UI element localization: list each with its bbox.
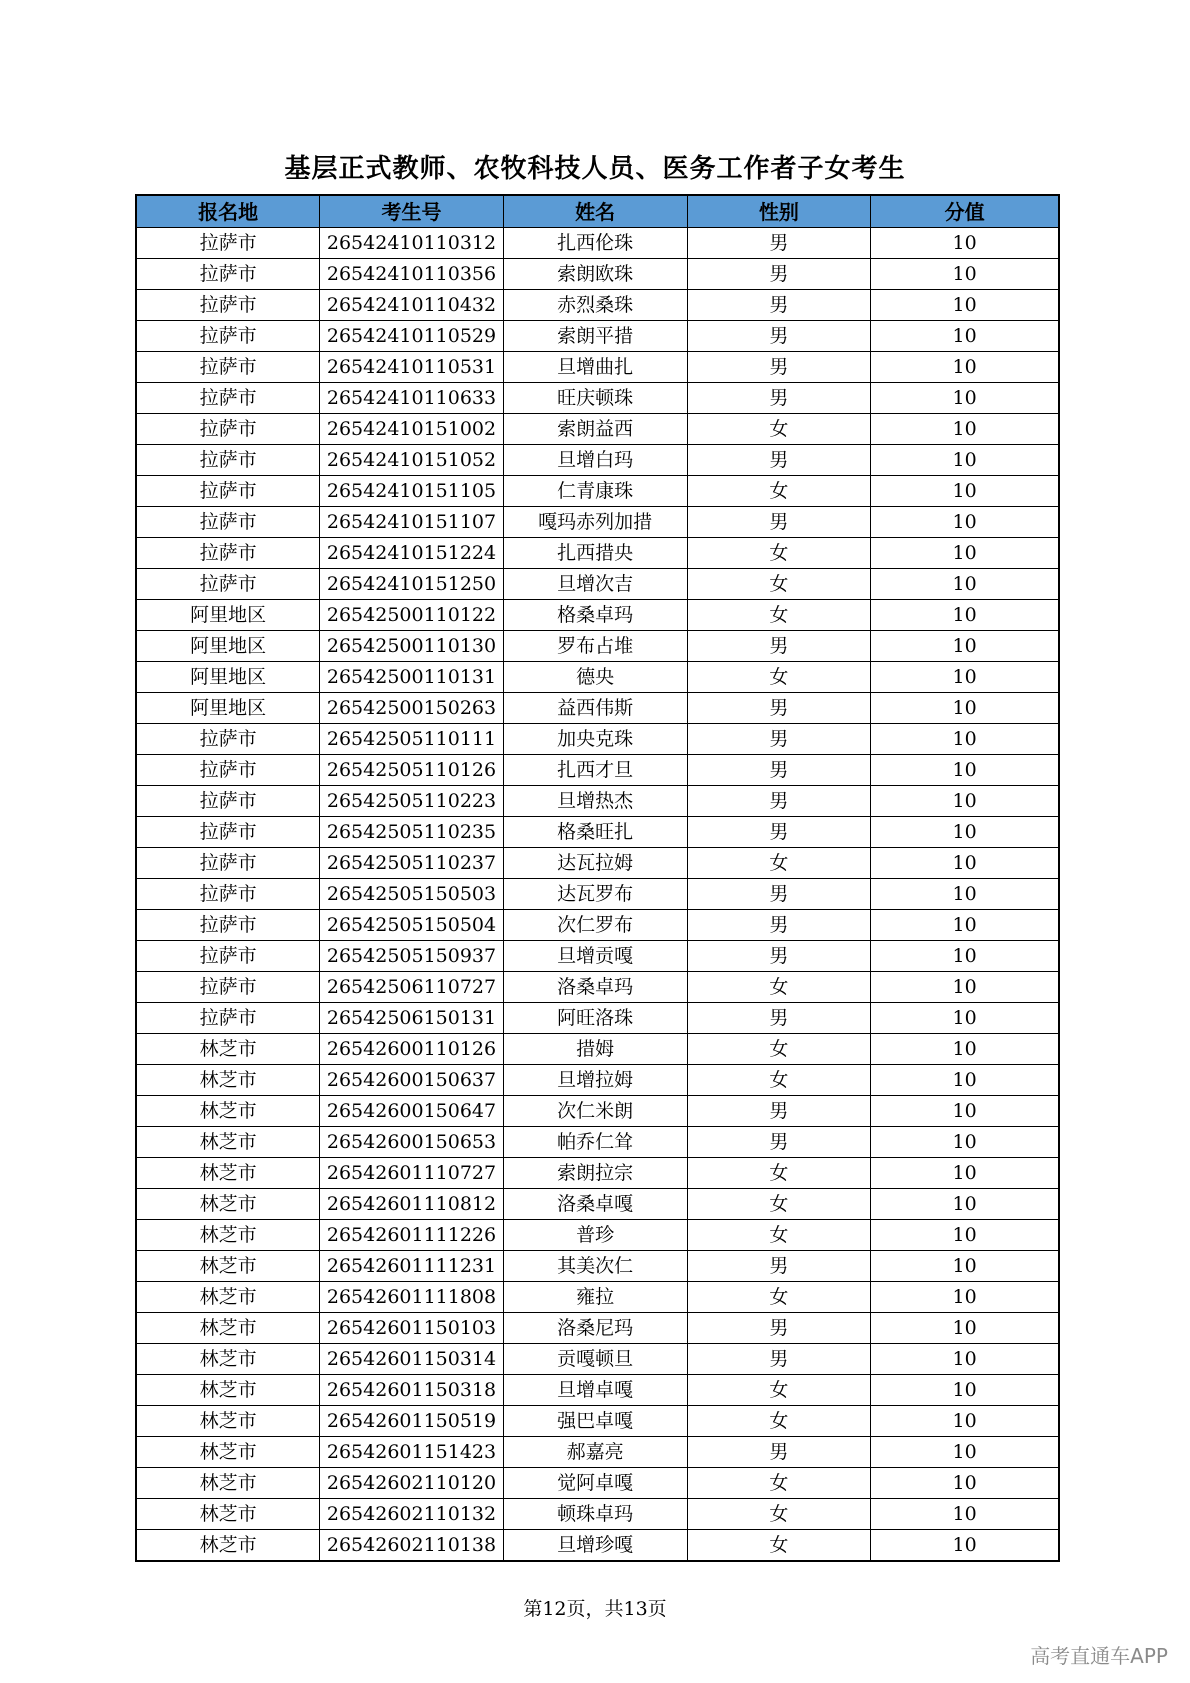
cell-region: 林芝市: [136, 1127, 320, 1158]
cell-score: 10: [871, 910, 1059, 941]
cell-region: 拉萨市: [136, 786, 320, 817]
table-row: [136, 414, 1059, 445]
cell-exam-number: 26542500110131: [320, 662, 504, 693]
cell-gender: 男: [687, 879, 871, 910]
table-row: [136, 755, 1059, 786]
cell-name: 次仁米朗: [503, 1096, 687, 1127]
table-row: [136, 786, 1059, 817]
cell-gender: 女: [687, 600, 871, 631]
cell-gender: 男: [687, 817, 871, 848]
cell-region: 拉萨市: [136, 476, 320, 507]
cell-region: 林芝市: [136, 1375, 320, 1406]
cell-exam-number: 26542600150653: [320, 1127, 504, 1158]
page-number: 第12页，共13页: [523, 1598, 667, 1620]
cell-region: 阿里地区: [136, 631, 320, 662]
cell-exam-number: 26542410110633: [320, 383, 504, 414]
cell-gender: 女: [687, 1406, 871, 1437]
candidate-table: [135, 194, 1060, 1562]
cell-score: 10: [871, 786, 1059, 817]
cell-name: 旦增贡嘎: [503, 941, 687, 972]
cell-exam-number: 26542505150504: [320, 910, 504, 941]
table-row: [136, 910, 1059, 941]
cell-name: 郝嘉亮: [503, 1437, 687, 1468]
cell-exam-number: 26542500110122: [320, 600, 504, 631]
cell-region: 林芝市: [136, 1034, 320, 1065]
table-row: [136, 1065, 1059, 1096]
cell-score: 10: [871, 1003, 1059, 1034]
table-row: [136, 1344, 1059, 1375]
cell-region: 拉萨市: [136, 383, 320, 414]
cell-score: 10: [871, 817, 1059, 848]
cell-score: 10: [871, 755, 1059, 786]
cell-region: 拉萨市: [136, 414, 320, 445]
cell-name: 次仁罗布: [503, 910, 687, 941]
table-row: [136, 1282, 1059, 1313]
cell-exam-number: 26542505110237: [320, 848, 504, 879]
table-row: [136, 879, 1059, 910]
table-row: [136, 848, 1059, 879]
cell-name: 索朗拉宗: [503, 1158, 687, 1189]
cell-exam-number: 26542506150131: [320, 1003, 504, 1034]
cell-score: 10: [871, 476, 1059, 507]
table-row: [136, 1220, 1059, 1251]
table-row: [136, 383, 1059, 414]
cell-gender: 男: [687, 631, 871, 662]
cell-name: 赤烈桑珠: [503, 290, 687, 321]
cell-gender: 女: [687, 848, 871, 879]
cell-region: 林芝市: [136, 1282, 320, 1313]
column-header-score: 分值: [871, 195, 1059, 228]
cell-name: 格桑旺扎: [503, 817, 687, 848]
cell-exam-number: 26542505110223: [320, 786, 504, 817]
cell-exam-number: 26542505150503: [320, 879, 504, 910]
cell-score: 10: [871, 445, 1059, 476]
cell-region: 拉萨市: [136, 1003, 320, 1034]
cell-gender: 女: [687, 476, 871, 507]
cell-region: 拉萨市: [136, 259, 320, 290]
cell-exam-number: 26542410110529: [320, 321, 504, 352]
table-row: [136, 569, 1059, 600]
table-row: [136, 507, 1059, 538]
cell-score: 10: [871, 1530, 1059, 1562]
cell-exam-number: 26542410110432: [320, 290, 504, 321]
cell-region: 林芝市: [136, 1468, 320, 1499]
cell-gender: 男: [687, 755, 871, 786]
cell-score: 10: [871, 352, 1059, 383]
cell-region: 林芝市: [136, 1344, 320, 1375]
cell-name: 雍拉: [503, 1282, 687, 1313]
column-header-gender: 性别: [687, 195, 871, 228]
cell-score: 10: [871, 662, 1059, 693]
cell-exam-number: 26542601150103: [320, 1313, 504, 1344]
cell-exam-number: 26542505150937: [320, 941, 504, 972]
cell-region: 拉萨市: [136, 228, 320, 259]
cell-region: 拉萨市: [136, 941, 320, 972]
cell-region: 林芝市: [136, 1251, 320, 1282]
cell-gender: 女: [687, 538, 871, 569]
cell-region: 林芝市: [136, 1313, 320, 1344]
cell-gender: 女: [687, 1034, 871, 1065]
table-row: [136, 259, 1059, 290]
table-row: [136, 538, 1059, 569]
cell-name: 旦增白玛: [503, 445, 687, 476]
column-header-exam-number: 考生号: [320, 195, 504, 228]
cell-exam-number: 26542601111226: [320, 1220, 504, 1251]
table-row: [136, 1189, 1059, 1220]
cell-name: 嘎玛赤列加措: [503, 507, 687, 538]
cell-score: 10: [871, 1220, 1059, 1251]
table-row: [136, 941, 1059, 972]
cell-name: 索朗平措: [503, 321, 687, 352]
cell-gender: 女: [687, 1375, 871, 1406]
cell-region: 拉萨市: [136, 755, 320, 786]
cell-gender: 男: [687, 383, 871, 414]
table-row: [136, 445, 1059, 476]
cell-region: 拉萨市: [136, 972, 320, 1003]
cell-region: 拉萨市: [136, 848, 320, 879]
column-header-name: 姓名: [503, 195, 687, 228]
cell-score: 10: [871, 507, 1059, 538]
cell-name: 索朗欧珠: [503, 259, 687, 290]
cell-score: 10: [871, 538, 1059, 569]
cell-score: 10: [871, 1065, 1059, 1096]
cell-gender: 女: [687, 1530, 871, 1562]
cell-score: 10: [871, 1406, 1059, 1437]
cell-region: 阿里地区: [136, 600, 320, 631]
table-row: [136, 1251, 1059, 1282]
cell-score: 10: [871, 569, 1059, 600]
cell-region: 拉萨市: [136, 507, 320, 538]
cell-region: 林芝市: [136, 1065, 320, 1096]
cell-exam-number: 26542410151250: [320, 569, 504, 600]
cell-gender: 男: [687, 507, 871, 538]
cell-name: 觉阿卓嘎: [503, 1468, 687, 1499]
cell-exam-number: 26542410151052: [320, 445, 504, 476]
table-row: [136, 1096, 1059, 1127]
table-row: [136, 1158, 1059, 1189]
cell-name: 旦增曲扎: [503, 352, 687, 383]
cell-name: 旦增次吉: [503, 569, 687, 600]
table-row: [136, 724, 1059, 755]
cell-exam-number: 26542601150314: [320, 1344, 504, 1375]
table-row: [136, 1313, 1059, 1344]
cell-gender: 男: [687, 259, 871, 290]
table-row: [136, 1375, 1059, 1406]
cell-score: 10: [871, 1282, 1059, 1313]
cell-gender: 女: [687, 972, 871, 1003]
cell-exam-number: 26542601111808: [320, 1282, 504, 1313]
cell-name: 洛桑卓嘎: [503, 1189, 687, 1220]
table-row: [136, 1034, 1059, 1065]
cell-score: 10: [871, 290, 1059, 321]
cell-region: 拉萨市: [136, 290, 320, 321]
cell-exam-number: 26542602110138: [320, 1530, 504, 1562]
cell-gender: 男: [687, 445, 871, 476]
table-row: [136, 1499, 1059, 1530]
cell-name: 其美次仁: [503, 1251, 687, 1282]
cell-exam-number: 26542410151224: [320, 538, 504, 569]
cell-name: 索朗益西: [503, 414, 687, 445]
cell-region: 林芝市: [136, 1189, 320, 1220]
table-row: [136, 1127, 1059, 1158]
cell-name: 扎西伦珠: [503, 228, 687, 259]
cell-score: 10: [871, 631, 1059, 662]
cell-gender: 男: [687, 1344, 871, 1375]
cell-gender: 女: [687, 1158, 871, 1189]
cell-gender: 男: [687, 786, 871, 817]
cell-gender: 男: [687, 1096, 871, 1127]
cell-gender: 男: [687, 910, 871, 941]
cell-exam-number: 26542410151002: [320, 414, 504, 445]
cell-region: 林芝市: [136, 1499, 320, 1530]
table-row: [136, 1437, 1059, 1468]
table-row: [136, 600, 1059, 631]
cell-region: 林芝市: [136, 1220, 320, 1251]
cell-score: 10: [871, 848, 1059, 879]
cell-gender: 女: [687, 1065, 871, 1096]
cell-region: 林芝市: [136, 1406, 320, 1437]
cell-score: 10: [871, 1034, 1059, 1065]
cell-score: 10: [871, 941, 1059, 972]
cell-gender: 男: [687, 1127, 871, 1158]
cell-name: 普珍: [503, 1220, 687, 1251]
cell-gender: 男: [687, 290, 871, 321]
cell-exam-number: 26542600110126: [320, 1034, 504, 1065]
cell-gender: 女: [687, 1189, 871, 1220]
cell-gender: 男: [687, 352, 871, 383]
cell-gender: 女: [687, 1468, 871, 1499]
cell-exam-number: 26542601110727: [320, 1158, 504, 1189]
cell-gender: 女: [687, 1282, 871, 1313]
cell-score: 10: [871, 259, 1059, 290]
cell-score: 10: [871, 414, 1059, 445]
cell-exam-number: 26542410110531: [320, 352, 504, 383]
cell-score: 10: [871, 600, 1059, 631]
cell-exam-number: 26542601150519: [320, 1406, 504, 1437]
cell-name: 旦增珍嘎: [503, 1530, 687, 1562]
cell-gender: 男: [687, 321, 871, 352]
watermark-text: 高考直通车APP: [1030, 1644, 1168, 1668]
cell-name: 加央克珠: [503, 724, 687, 755]
cell-exam-number: 26542505110111: [320, 724, 504, 755]
cell-name: 扎西才旦: [503, 755, 687, 786]
cell-name: 达瓦罗布: [503, 879, 687, 910]
cell-name: 旦增卓嘎: [503, 1375, 687, 1406]
cell-score: 10: [871, 383, 1059, 414]
table-row: [136, 476, 1059, 507]
cell-name: 阿旺洛珠: [503, 1003, 687, 1034]
cell-score: 10: [871, 1096, 1059, 1127]
cell-score: 10: [871, 1499, 1059, 1530]
table-row: [136, 662, 1059, 693]
cell-exam-number: 26542602110132: [320, 1499, 504, 1530]
cell-exam-number: 26542505110126: [320, 755, 504, 786]
cell-name: 贡嘎顿旦: [503, 1344, 687, 1375]
cell-score: 10: [871, 972, 1059, 1003]
table-row: [136, 631, 1059, 662]
cell-exam-number: 26542410151105: [320, 476, 504, 507]
cell-name: 措姆: [503, 1034, 687, 1065]
cell-name: 益西伟斯: [503, 693, 687, 724]
cell-score: 10: [871, 1375, 1059, 1406]
cell-exam-number: 26542601111231: [320, 1251, 504, 1282]
cell-name: 旦增拉姆: [503, 1065, 687, 1096]
cell-region: 拉萨市: [136, 817, 320, 848]
cell-gender: 男: [687, 724, 871, 755]
table-header-row: [136, 195, 1059, 228]
column-header-region: 报名地: [136, 195, 320, 228]
table-row: [136, 1406, 1059, 1437]
cell-exam-number: 26542500150263: [320, 693, 504, 724]
cell-gender: 女: [687, 662, 871, 693]
cell-region: 阿里地区: [136, 693, 320, 724]
cell-score: 10: [871, 1158, 1059, 1189]
cell-exam-number: 26542602110120: [320, 1468, 504, 1499]
cell-gender: 男: [687, 1251, 871, 1282]
cell-name: 达瓦拉姆: [503, 848, 687, 879]
cell-gender: 女: [687, 414, 871, 445]
table-row: [136, 1003, 1059, 1034]
cell-exam-number: 26542410151107: [320, 507, 504, 538]
cell-exam-number: 26542505110235: [320, 817, 504, 848]
cell-gender: 男: [687, 1313, 871, 1344]
cell-exam-number: 26542506110727: [320, 972, 504, 1003]
cell-region: 林芝市: [136, 1437, 320, 1468]
cell-region: 林芝市: [136, 1530, 320, 1562]
cell-region: 拉萨市: [136, 445, 320, 476]
cell-score: 10: [871, 724, 1059, 755]
cell-gender: 女: [687, 1499, 871, 1530]
cell-score: 10: [871, 228, 1059, 259]
cell-score: 10: [871, 1468, 1059, 1499]
cell-region: 拉萨市: [136, 910, 320, 941]
cell-region: 拉萨市: [136, 569, 320, 600]
cell-region: 拉萨市: [136, 321, 320, 352]
table-row: [136, 228, 1059, 259]
cell-exam-number: 26542600150637: [320, 1065, 504, 1096]
page-title: 基层正式教师、农牧科技人员、医务工作者子女考生: [284, 154, 906, 184]
cell-region: 林芝市: [136, 1096, 320, 1127]
cell-name: 强巴卓嘎: [503, 1406, 687, 1437]
cell-gender: 男: [687, 693, 871, 724]
cell-exam-number: 26542500110130: [320, 631, 504, 662]
cell-name: 格桑卓玛: [503, 600, 687, 631]
cell-gender: 男: [687, 1437, 871, 1468]
cell-gender: 男: [687, 1003, 871, 1034]
cell-gender: 女: [687, 569, 871, 600]
cell-score: 10: [871, 879, 1059, 910]
table-row: [136, 290, 1059, 321]
table-row: [136, 1468, 1059, 1499]
table-row: [136, 321, 1059, 352]
cell-gender: 男: [687, 228, 871, 259]
cell-exam-number: 26542410110312: [320, 228, 504, 259]
cell-score: 10: [871, 1127, 1059, 1158]
cell-score: 10: [871, 1344, 1059, 1375]
cell-exam-number: 26542410110356: [320, 259, 504, 290]
table-body: [136, 228, 1059, 1562]
cell-region: 拉萨市: [136, 352, 320, 383]
table-row: [136, 1530, 1059, 1562]
cell-region: 林芝市: [136, 1158, 320, 1189]
cell-name: 罗布占堆: [503, 631, 687, 662]
cell-name: 帕乔仁耸: [503, 1127, 687, 1158]
table-row: [136, 352, 1059, 383]
cell-name: 仁青康珠: [503, 476, 687, 507]
table-row: [136, 693, 1059, 724]
cell-region: 拉萨市: [136, 538, 320, 569]
table-row: [136, 972, 1059, 1003]
cell-score: 10: [871, 1437, 1059, 1468]
cell-name: 顿珠卓玛: [503, 1499, 687, 1530]
cell-name: 德央: [503, 662, 687, 693]
cell-score: 10: [871, 693, 1059, 724]
cell-score: 10: [871, 321, 1059, 352]
cell-score: 10: [871, 1189, 1059, 1220]
cell-name: 洛桑卓玛: [503, 972, 687, 1003]
cell-score: 10: [871, 1313, 1059, 1344]
table-row: [136, 817, 1059, 848]
cell-gender: 男: [687, 941, 871, 972]
cell-region: 阿里地区: [136, 662, 320, 693]
cell-exam-number: 26542601110812: [320, 1189, 504, 1220]
cell-exam-number: 26542600150647: [320, 1096, 504, 1127]
cell-name: 扎西措央: [503, 538, 687, 569]
cell-exam-number: 26542601150318: [320, 1375, 504, 1406]
cell-name: 洛桑尼玛: [503, 1313, 687, 1344]
cell-exam-number: 26542601151423: [320, 1437, 504, 1468]
cell-score: 10: [871, 1251, 1059, 1282]
cell-name: 旦增热杰: [503, 786, 687, 817]
cell-name: 旺庆顿珠: [503, 383, 687, 414]
cell-region: 拉萨市: [136, 724, 320, 755]
cell-region: 拉萨市: [136, 879, 320, 910]
cell-gender: 女: [687, 1220, 871, 1251]
